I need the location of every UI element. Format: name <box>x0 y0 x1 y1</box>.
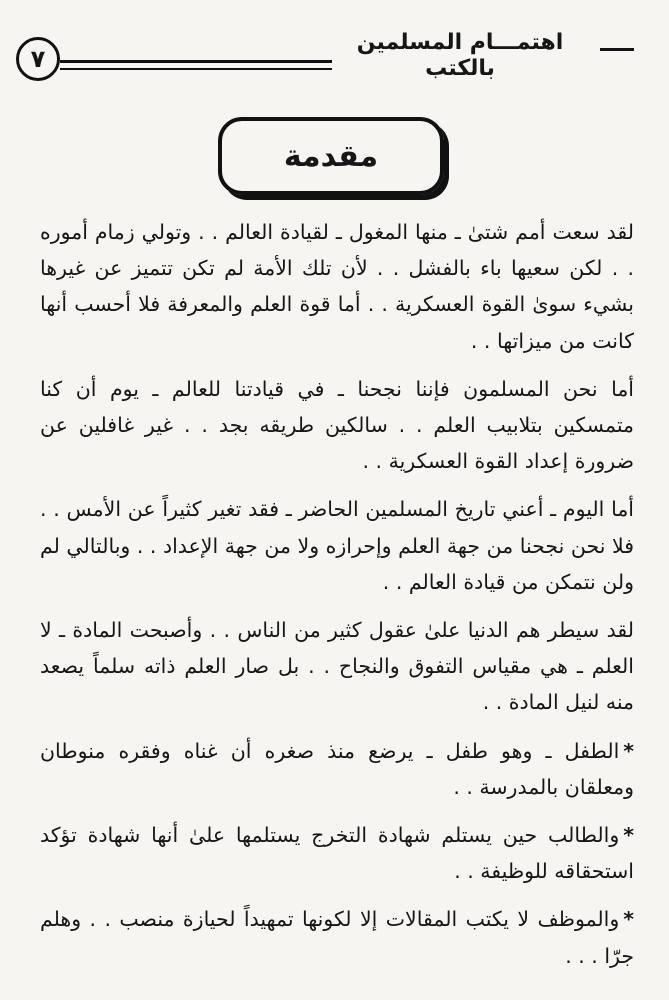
chapter-title-frame <box>218 117 444 195</box>
bullet-paragraph <box>40 817 634 889</box>
bullet-star: * <box>623 907 634 932</box>
bullet-paragraph <box>40 901 634 973</box>
page-header <box>0 0 669 110</box>
running-title: اهتمـــام المسلمين بالكتب <box>356 30 564 82</box>
header-rule-left-lower <box>60 68 332 70</box>
paragraph: أما نحن المسلمون فإننا نجحنا ـ في قيادتنا للعالم ـ يوم أن كنا متمسكين بتلابيب العلم . . سالكين طريقه بجد . . غير غافلين عن ضرورة إعداد القوة العسكرية . . <box>40 376 634 474</box>
bullet-text: الطفل ـ وهو طفل ـ يرضع منذ صغره أن غناه وفقره منوطان ومعلقان بالمدرسة . . <box>40 738 634 799</box>
chapter-title: مقدمة <box>283 138 379 174</box>
bullet-paragraph <box>40 733 634 805</box>
page-body <box>40 214 634 974</box>
bullet-text: والطالب حين يستلم شهادة التخرج يستلمها علىٰ أنها شهادة تؤكد استحقاقه للوظيفة . . <box>40 823 634 884</box>
header-rule-left <box>60 60 332 63</box>
bullet-star: * <box>623 738 634 763</box>
page-number: ٧ <box>16 37 60 81</box>
bullet-text: والموظف لا يكتب المقالات إلا لكونها تمهيداً لحيازة منصب . . وهلم جرّا . . . <box>40 907 634 968</box>
bullet-star: * <box>623 823 634 848</box>
paragraph: أما اليوم ـ أعني تاريخ المسلمين الحاضر ـ فقد تغير كثيراً عن الأمس . . فلا نحن نجحنا من جهة العلم وإحرازه ولا من جهة الإعداد . . وبالتالي لم ولن نتمكن من قيادة العالم . . <box>40 497 634 594</box>
paragraph: لقد سعت أمم شتىٰ ـ منها المغول ـ لقيادة العالم . . وتولي زمام أموره . . لكن سعيها باء بالفشل . . لأن تلك الأمة لم تكن تتميز عن غيرها بشيء سوىٰ القوة العسكرية . . أما قوة العلم والمعرفة فلا أحسب أنها كانت من ميزاتها . . <box>40 220 634 353</box>
paragraph: لقد سيطر هم الدنيا علىٰ عقول كثير من الناس . . وأصبحت المادة ـ لا العلم ـ هي مقياس التفوق والنجاح . . بل صار العلم ذاته سلماً يصعد منه لنيل المادة . . <box>40 618 634 715</box>
header-rule-right <box>600 48 634 51</box>
